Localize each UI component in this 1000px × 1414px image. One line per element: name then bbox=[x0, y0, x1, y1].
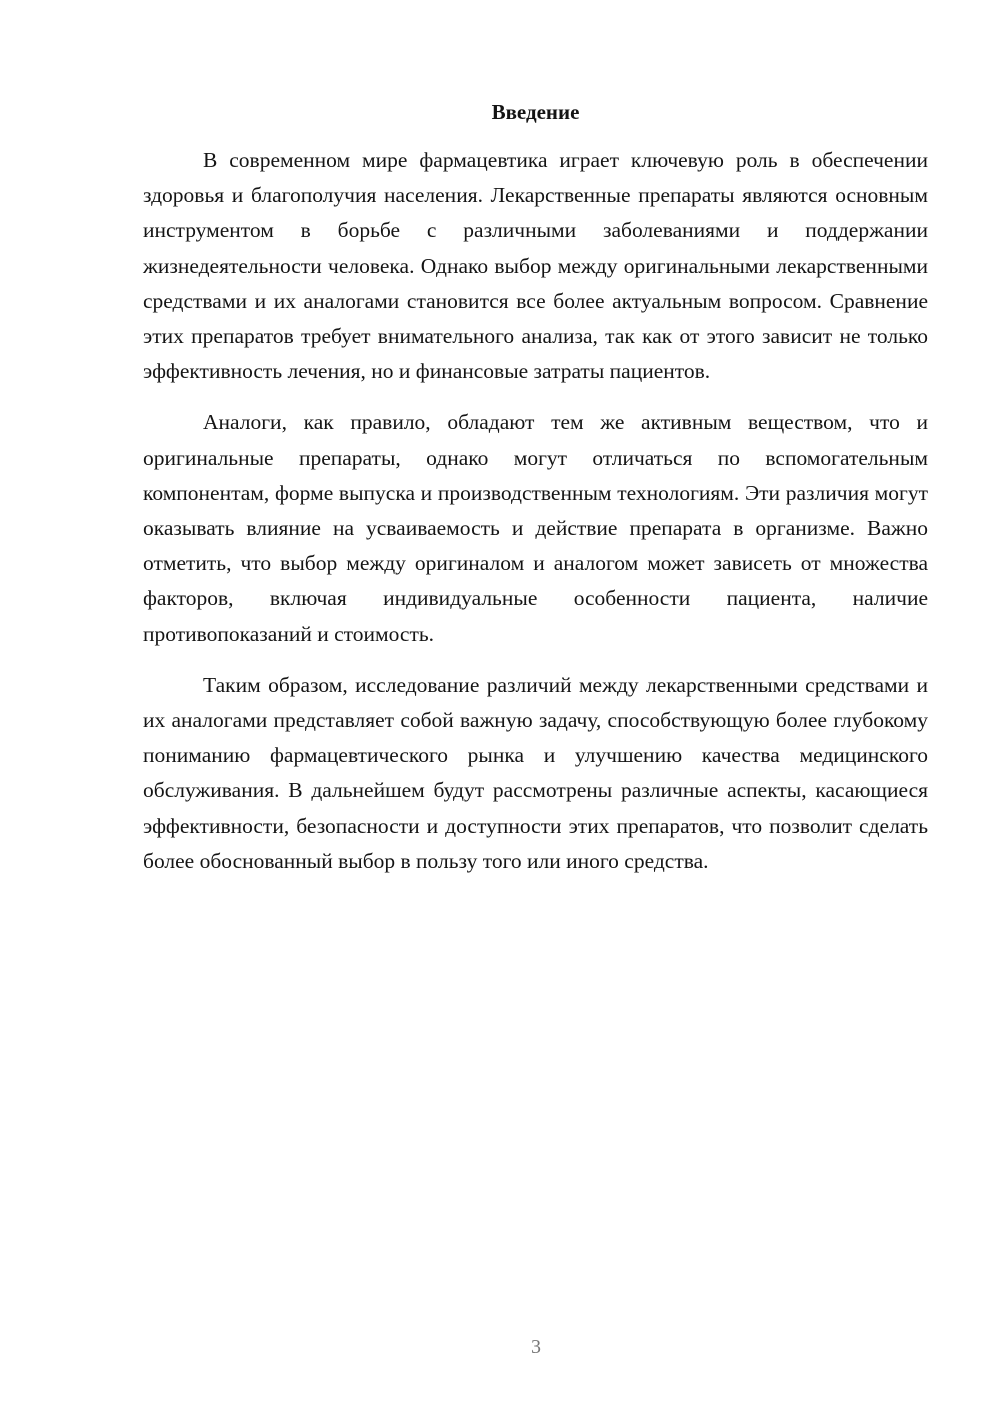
body-text bbox=[143, 143, 928, 879]
paragraph-1: В современном мире фармацевтика играет ключевую роль в обеспечении здоровья и благополучия населения. Лекарственные препараты являются основным инструментом в борьбе с различными заболеваниями и поддержании жизнедеятельности человека. Однако выбор между оригинальными лекарственными средствами и их аналогами становится все более актуальным вопросом. Сравнение этих препаратов требует внимательного анализа, так как от этого зависит не только эффективность лечения, но и финансовые затраты пациентов. bbox=[143, 148, 928, 384]
section-heading: Введение bbox=[491, 100, 580, 124]
paragraph-2: Аналоги, как правило, обладают тем же активным веществом, что и оригинальные препараты, однако могут отличаться по вспомогательным компонентам, форме выпуска и производственным технологиям. Эти различия могут оказывать влияние на усваиваемость и действие препарата в организме. Важно отметить, что выбор между оригиналом и аналогом может зависеть от множества факторов, включая индивидуальные особенности пациента, наличие противопоказаний и стоимость. bbox=[143, 410, 928, 646]
paragraph-3: Таким образом, исследование различий между лекарственными средствами и их аналогами представляет собой важную задачу, способствующую более глубокому пониманию фармацевтического рынка и улучшению качества медицинского обслуживания. В дальнейшем будут рассмотрены различные аспекты, касающиеся эффективности, безопасности и доступности этих препаратов, что позволит сделать более обоснованный выбор в пользу того или иного средства. bbox=[143, 672, 928, 873]
page-number: 3 bbox=[531, 1336, 541, 1358]
